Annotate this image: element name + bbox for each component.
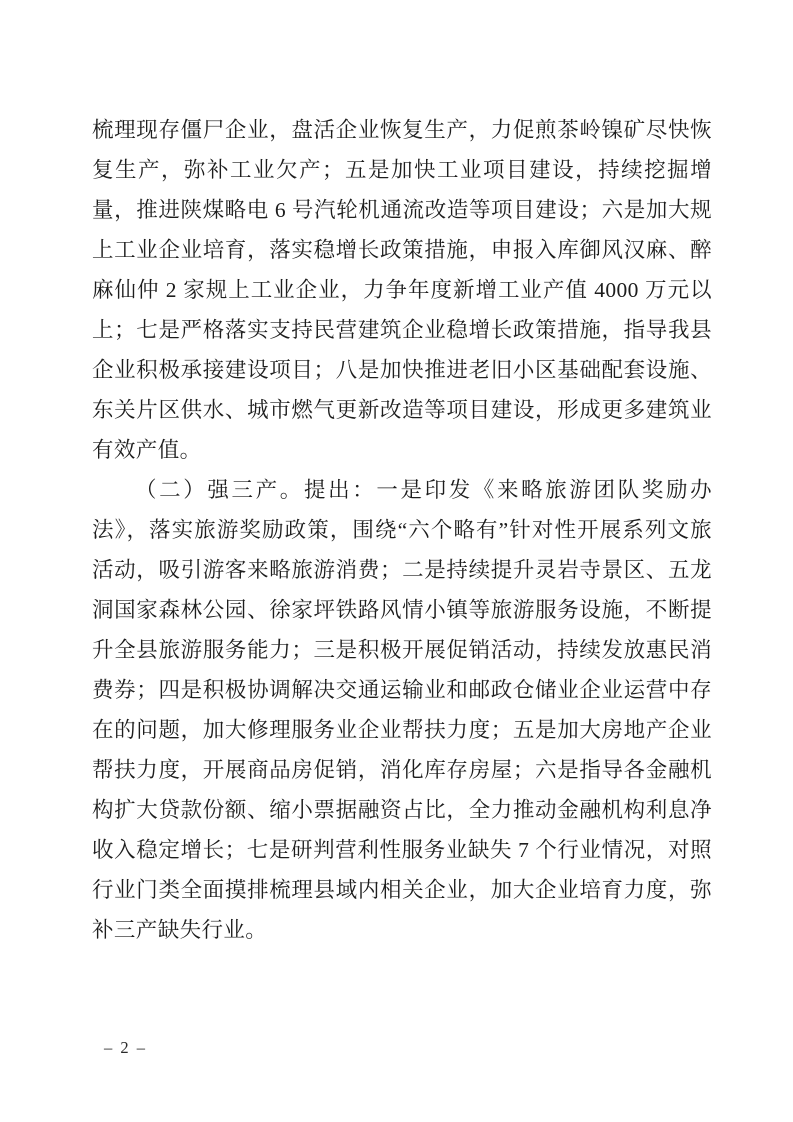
paragraph-industry-measures: 梳理现存僵尸企业，盘活企业恢复生产，力促煎茶岭镍矿尽快恢复生产，弥补工业欠产；五是加快工业项目建设，持续挖掘增量，推进陕煤略电 6 号汽轮机通流改造等项目建设；六是加大规上工业企业培育，落实稳增长政策措施，申报入库御风汉麻、醉麻仙仲 2 家规上工业企业，力争年度新增工业产值 4000 万元以上；七是严格落实支持民营建筑企业稳增长政策措施，指导我县企业积极承接建设项目；八是加快推进老旧小区基础配套设施、东关片区供水、城市燃气更新改造等项目建设，形成更多建筑业有效产值。 [92, 118, 712, 462]
paragraph-tertiary-industry: （二）强三产。提出：一是印发《来略旅游团队奖励办法》，落实旅游奖励政策，围绕“六个略有”针对性开展系列文旅活动，吸引游客来略旅游消费；二是持续提升灵岩寺景区、五龙洞国家森林公园、徐家坪铁路风情小镇等旅游服务设施，不断提升全县旅游服务能力；三是积极开展促销活动，持续发放惠民消费券；四是积极协调解决交通运输业和邮政仓储业企业运营中存在的问题，加大修理服务业企业帮扶力度；五是加大房地产企业帮扶力度，开展商品房促销，消化库存房屋；六是指导各金融机构扩大贷款份额、缩小票据融资占比，全力推动金融机构利息净收入稳定增长；七是研判营利性服务业缺失 7 个行业情况，对照行业门类全面摸排梳理县域内相关企业，加大企业培育力度，弥补三产缺失行业。 [92, 478, 712, 942]
document-body [92, 110, 712, 950]
page-number: – 2 – [104, 1038, 147, 1057]
